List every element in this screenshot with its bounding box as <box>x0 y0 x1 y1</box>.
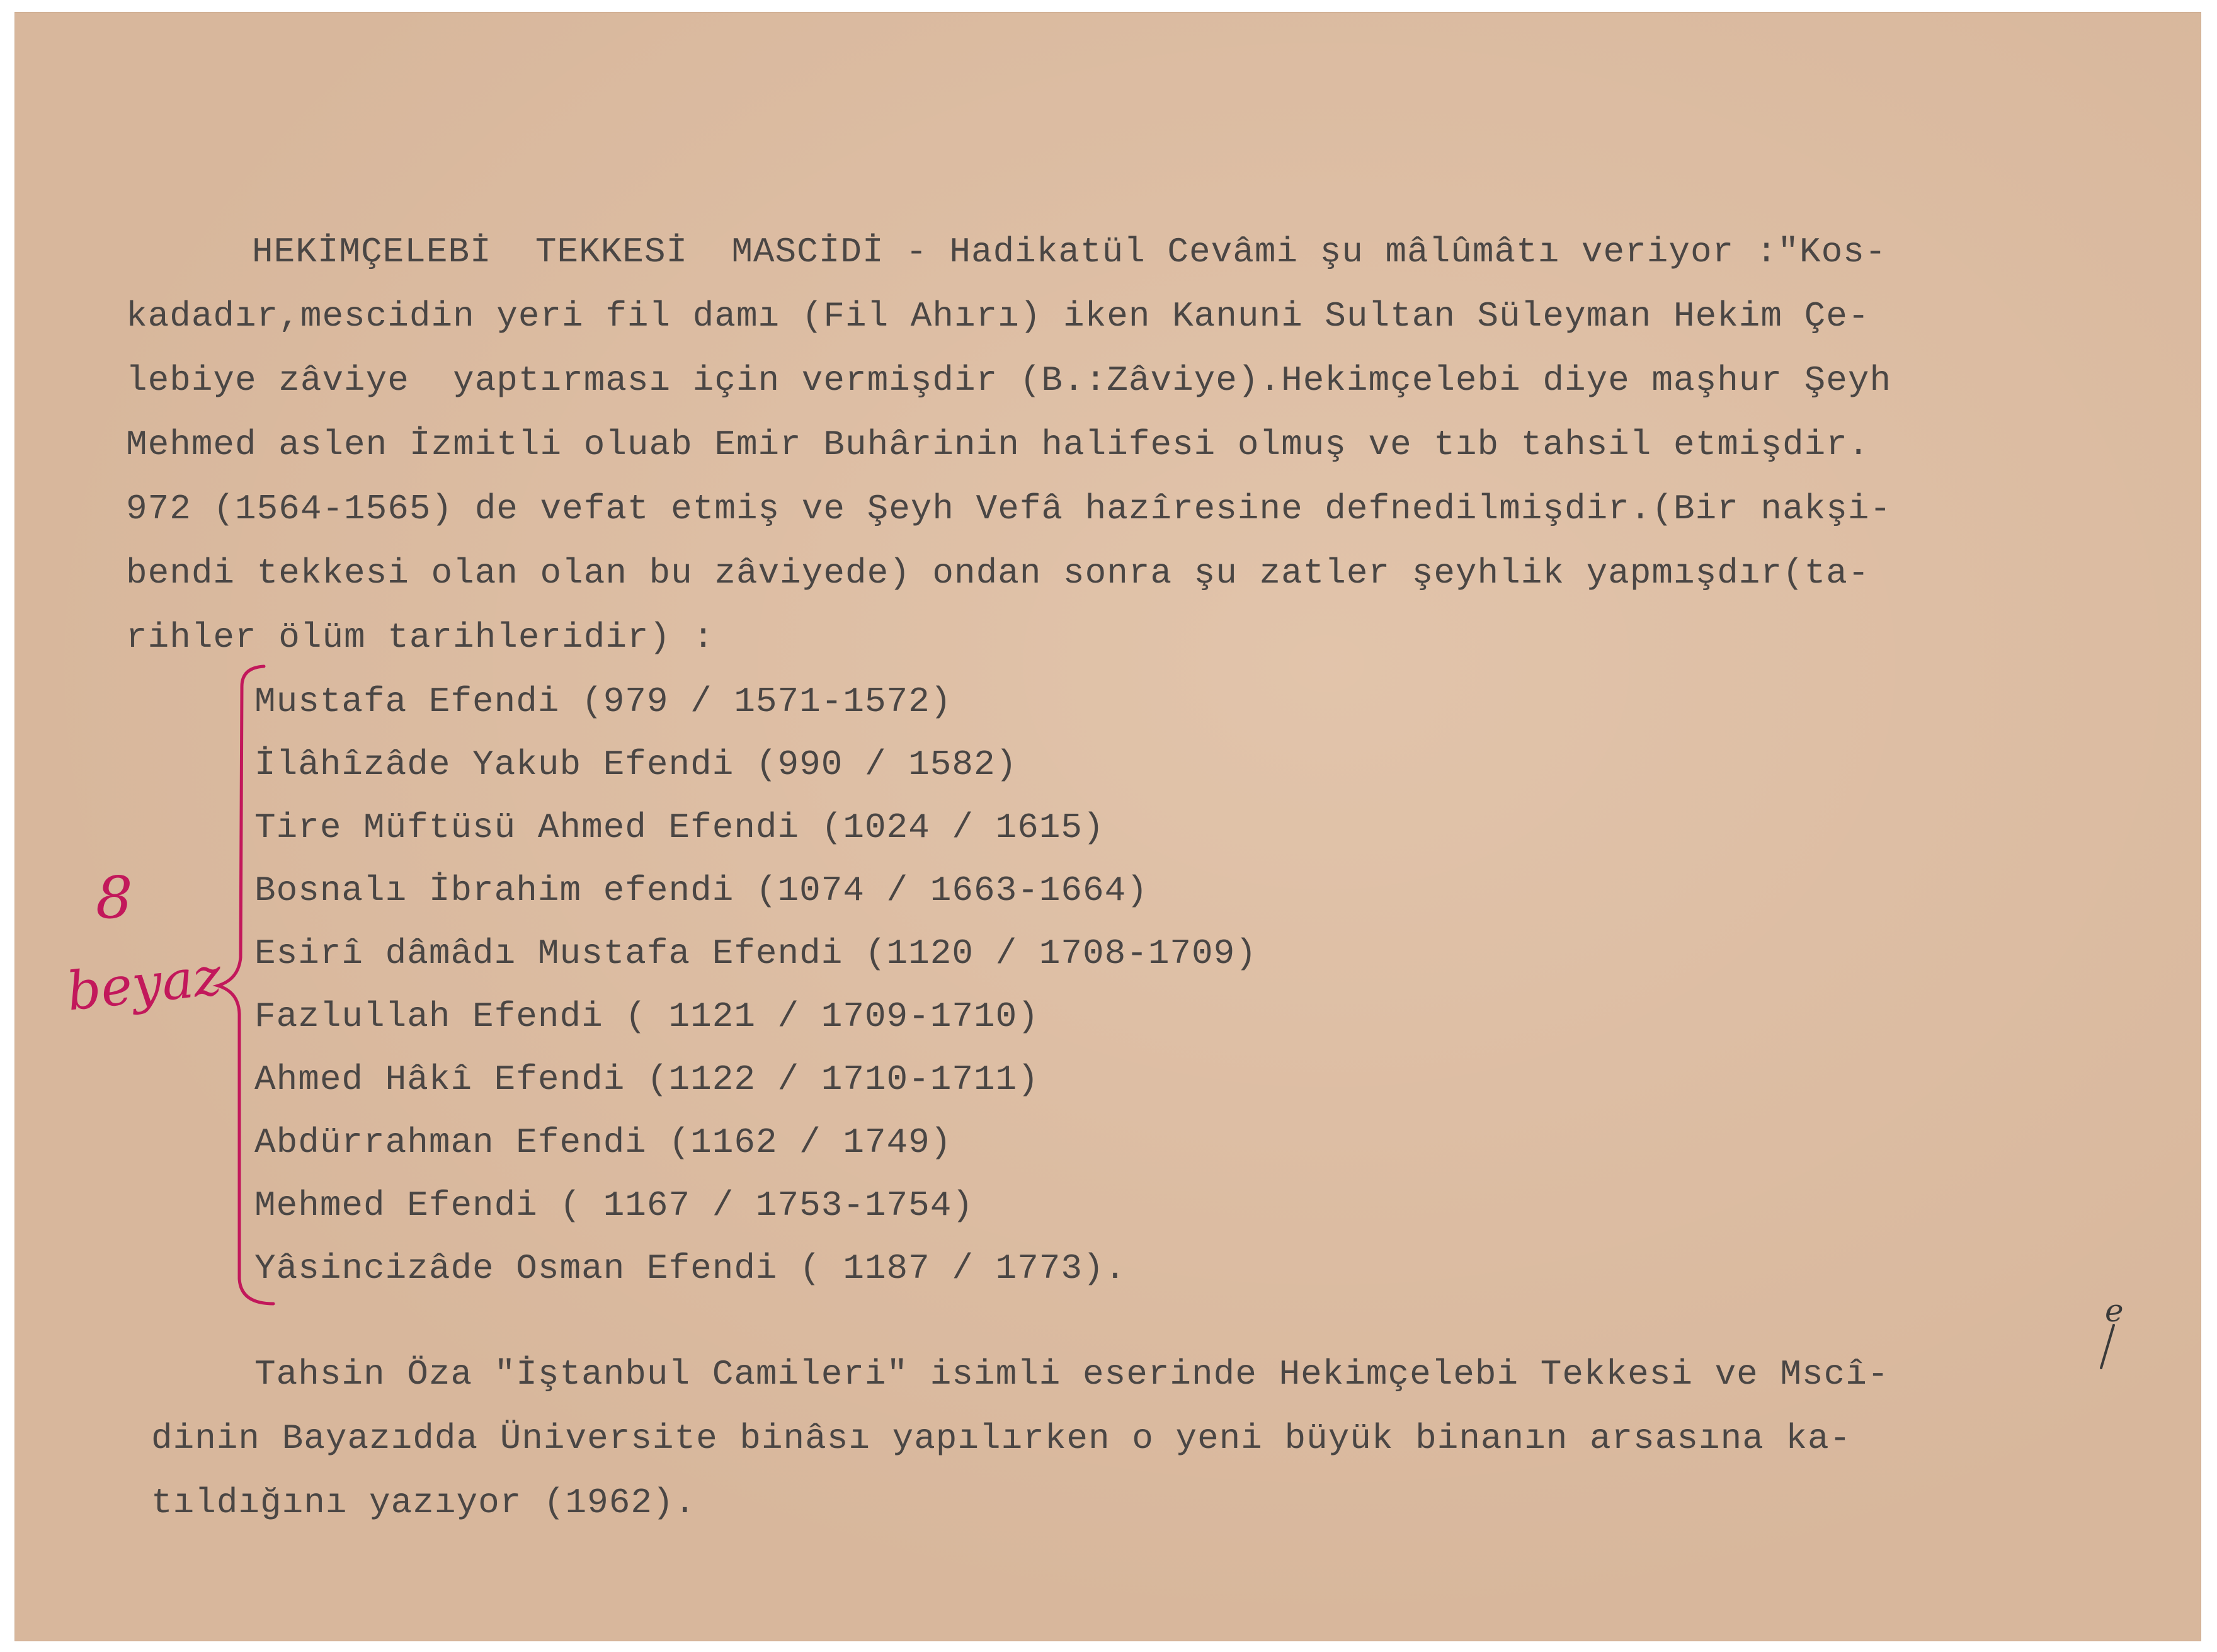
paragraph1-line-7: rihler ölüm tarihleridir) : <box>126 617 715 658</box>
paragraph2-line-2: dinin Bayazıdda Üniversite binâsı yapılırken o yeni büyük binanın arsasına ka- <box>151 1418 1852 1459</box>
list-item: Bosnalı İbrahim efendi (1074 / 1663-1664) <box>254 870 1148 911</box>
handwritten-correction: e <box>2105 1292 2124 1329</box>
list-item: Tire Müftüsü Ahmed Efendi (1024 / 1615) <box>254 807 1105 848</box>
list-item: Yâsincizâde Osman Efendi ( 1187 / 1773). <box>254 1248 1127 1289</box>
paragraph1-line-1: HEKİMÇELEBİ TEKKESİ MASCİDİ - Hadikatül Cevâmi şu mâlûmâtı veriyor :"Kos- <box>252 232 1887 272</box>
list-item: Mustafa Efendi (979 / 1571-1572) <box>254 681 952 722</box>
paragraph2-line-1: Tahsin Öza "İştanbul Camileri" isimli eserinde Hekimçelebi Tekkesi ve Mscî- <box>254 1354 1889 1394</box>
list-item: Mehmed Efendi ( 1167 / 1753-1754) <box>254 1185 974 1226</box>
handwritten-word: beyaz <box>64 945 224 1023</box>
list-item: Fazlullah Efendi ( 1121 / 1709-1710) <box>254 996 1039 1037</box>
correction-stroke <box>2095 1323 2120 1373</box>
paragraph1-line-2: kadadır,mescidin yeri fil damı (Fil Ahırı) iken Kanuni Sultan Süleyman Hekim Çe- <box>126 296 1870 336</box>
list-item: Esirî dâmâdı Mustafa Efendi (1120 / 1708-1709) <box>254 933 1257 974</box>
handwritten-number: 8 <box>96 864 133 931</box>
list-item: Ahmed Hâkî Efendi (1122 / 1710-1711) <box>254 1059 1039 1100</box>
paragraph2-line-3: tıldığını yazıyor (1962). <box>151 1483 697 1523</box>
paragraph1-line-5: 972 (1564-1565) de vefat etmiş ve Şeyh Vefâ hazîresine defnedilmişdir.(Bir nakşi- <box>126 489 1892 529</box>
list-item: Abdürrahman Efendi (1162 / 1749) <box>254 1122 952 1163</box>
paragraph1-line-6: bendi tekkesi olan olan bu zâviyede) ondan sonra şu zatler şeyhlik yapmışdır(ta- <box>126 553 1870 593</box>
list-item: İlâhîzâde Yakub Efendi (990 / 1582) <box>254 744 1018 785</box>
paragraph1-line-3: lebiye zâviye yaptırması için vermişdir (B.:Zâviye).Hekimçelebi diye maşhur Şeyh <box>126 360 1892 401</box>
document-sheet <box>15 13 2201 1641</box>
paragraph1-line-4: Mehmed aslen İzmitli oluab Emir Buhârinin halifesi olmuş ve tıb tahsil etmişdir. <box>126 424 1870 465</box>
